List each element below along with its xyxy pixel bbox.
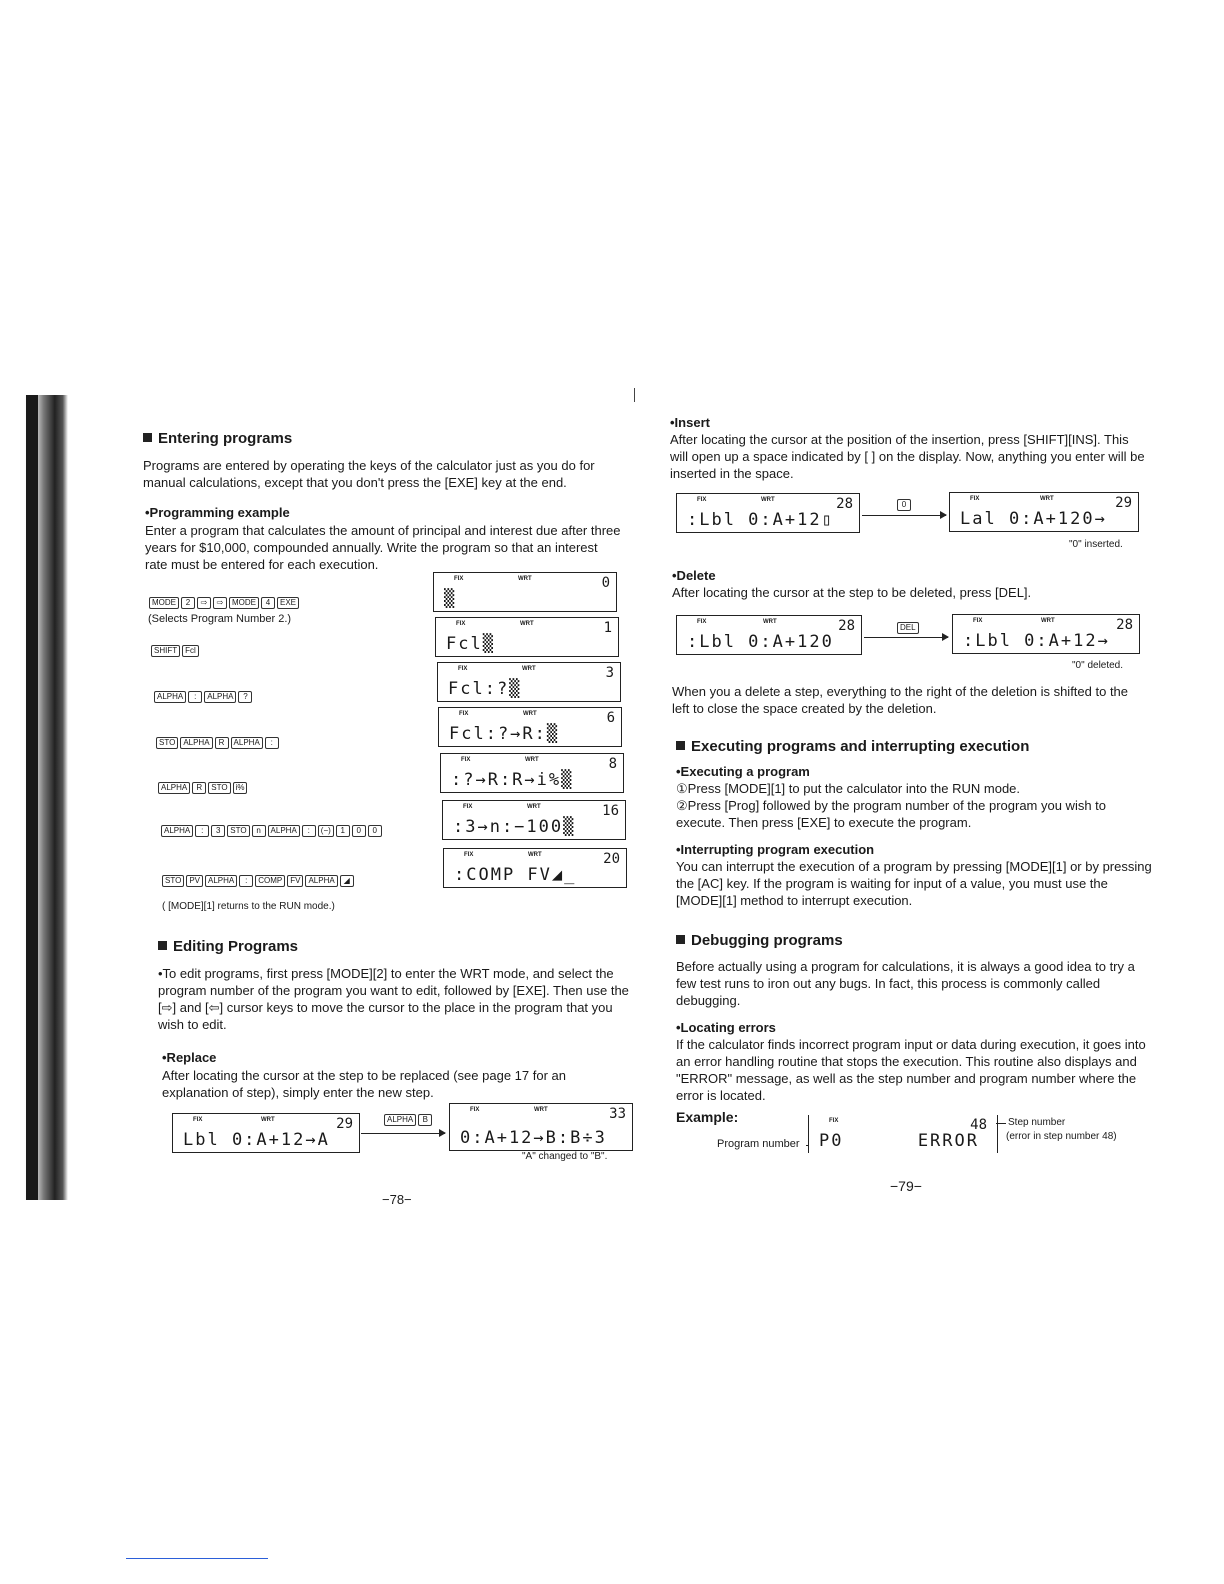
key-row: [157, 778, 248, 796]
lcd-fix-indicator: FIX: [973, 618, 983, 624]
key-button[interactable]: 3: [211, 825, 225, 837]
lcd-fix-indicator: FIX: [697, 497, 707, 503]
executing-step-1: ①Press [MODE][1] to put the calculator into the RUN mode.: [676, 781, 1021, 796]
lcd-text: :Lbl 0:A+12→: [963, 631, 1110, 651]
example-section: [145, 505, 623, 573]
executing-heading: Executing programs and interrupting execution: [676, 738, 1152, 755]
insert-lcd-before: [676, 493, 860, 533]
executing-step-2: ②Press [Prog] followed by the program number of the program you wish to execute. Then press [EXE] to execute the program.: [676, 798, 1107, 830]
square-bullet-icon: [143, 433, 152, 442]
lcd-fix-indicator: FIX: [697, 619, 707, 625]
lcd-text: Fcl:?→R:▒: [449, 724, 560, 744]
lcd-text: :?→R:R→i%▒: [451, 770, 574, 790]
key-button[interactable]: ?: [238, 691, 252, 703]
lcd-fix-indicator: FIX: [461, 757, 471, 763]
key-button[interactable]: STO: [208, 782, 230, 794]
key-row: [150, 641, 200, 659]
key-row: [155, 733, 280, 751]
lcd-wrt-indicator: WRT: [518, 576, 532, 582]
key-button[interactable]: ALPHA: [205, 875, 237, 887]
lcd-wrt-indicator: WRT: [1040, 496, 1054, 502]
key-button[interactable]: PV: [186, 875, 203, 887]
lcd-display: [433, 572, 617, 612]
key-button[interactable]: ALPHA: [158, 782, 190, 794]
key-button[interactable]: MODE: [149, 597, 179, 609]
locating-body: If the calculator finds incorrect program input or data during execution, it goes into an error handling routine that stops the execution. This routine also displays and "ERROR" message, as well as the step number and program number where the error is located.: [676, 1037, 1146, 1103]
delete-lcd-after: [952, 614, 1140, 654]
lcd-wrt-indicator: WRT: [523, 711, 537, 717]
step-number-pointer: [996, 1123, 1006, 1124]
lcd-wrt-indicator: WRT: [528, 852, 542, 858]
key-button[interactable]: B: [418, 1114, 432, 1126]
lcd-step-number: 29: [1115, 495, 1132, 511]
lcd-step-number: 1: [603, 620, 612, 636]
lcd-step-number: 6: [606, 710, 615, 726]
key-button[interactable]: :: [195, 825, 209, 837]
locating-heading: •Locating errors: [676, 1020, 776, 1035]
program-number-label: Program number: [717, 1138, 800, 1150]
interrupting-heading: •Interrupting program execution: [676, 842, 875, 857]
bottom-rule: [126, 1558, 268, 1559]
key-button[interactable]: R: [192, 782, 206, 794]
lcd-fix-indicator: FIX: [470, 1107, 480, 1113]
delete-note: "0" deleted.: [1072, 660, 1124, 671]
key-button[interactable]: 0: [352, 825, 366, 837]
lcd-fix-indicator: FIX: [464, 852, 474, 858]
page-divider-mark: [634, 388, 635, 402]
locating-section: [676, 1020, 1152, 1104]
key-button[interactable]: ALPHA: [204, 691, 236, 703]
delete-after-text: When you a delete a step, everything to the right of the deletion is shifted to the left to close the space created by the deletion.: [672, 684, 1129, 716]
delete-arrow-icon: [864, 637, 948, 638]
lcd-wrt-indicator: WRT: [525, 757, 539, 763]
lcd-display: [442, 800, 626, 840]
entering-heading: Entering programs: [143, 430, 623, 447]
run-mode-note: ( [MODE][1] returns to the RUN mode.): [162, 901, 335, 912]
lcd-display: [437, 662, 621, 702]
key-button[interactable]: EXE: [277, 597, 299, 609]
key-button[interactable]: MODE: [229, 597, 259, 609]
lcd-text: :Lbl 0:A+12▯: [687, 510, 834, 530]
lcd-wrt-indicator: WRT: [527, 804, 541, 810]
lcd-text: Lal 0:A+120→: [960, 509, 1107, 529]
example-heading: •Programming example: [145, 505, 290, 520]
lcd-fix-indicator: FIX: [463, 804, 473, 810]
key-button[interactable]: FV: [287, 875, 303, 887]
lcd-wrt-indicator: WRT: [261, 1117, 275, 1123]
key-button[interactable]: STO: [156, 737, 178, 749]
example-label: Example:: [676, 1109, 739, 1125]
lcd-text: :3→n:−100▒: [453, 817, 576, 837]
lcd-step-number: 28: [1116, 617, 1133, 633]
replace-arrow-icon: [361, 1133, 445, 1134]
error-lcd: [808, 1115, 998, 1153]
lcd-display: [438, 707, 622, 747]
lcd-wrt-indicator: WRT: [520, 621, 534, 627]
editing-body: •To edit programs, first press [MODE][2] to enter the WRT mode, and select the program number of the program you want to edit, followed by [EXE]. Then use the [⇨] and [⇦] cursor keys to move the cursor to the place in the program that you wish to edit.: [158, 966, 629, 1032]
key-button[interactable]: ALPHA: [268, 825, 300, 837]
key-row: [161, 871, 355, 889]
entering-body: Programs are entered by operating the keys of the calculator just as you do for manual calculations, except that you don't press the [EXE] key at the end.: [143, 458, 595, 490]
delete-lcd-before: [676, 615, 862, 655]
insert-lcd-after: [949, 492, 1139, 532]
delete-section: [672, 568, 1148, 601]
key-button[interactable]: n: [252, 825, 266, 837]
lcd-step-number: 28: [838, 618, 855, 634]
step-number-note: (error in step number 48): [1006, 1131, 1117, 1142]
debugging-heading: Debugging programs: [676, 932, 1152, 949]
lcd-step-number: 3: [605, 665, 614, 681]
editing-heading: Editing Programs: [158, 938, 636, 955]
lcd-fix-indicator: FIX: [454, 576, 464, 582]
interrupting-body: You can interrupt the execution of a program by pressing [MODE][1] or by pressing the [AC] key. If the program is waiting for input of a value, you must use the [MODE][1] method to interrupt execution.: [676, 859, 1152, 908]
insert-arrow-icon: [862, 515, 946, 516]
key-button[interactable]: 0: [368, 825, 382, 837]
lcd-text: Fcl:?▒: [448, 679, 522, 699]
executing-subheading: •Executing a program: [676, 764, 810, 779]
book-spine-edge: [26, 395, 38, 1200]
insert-body: After locating the cursor at the position of the insertion, press [SHIFT][INS]. This will open up a space indicated by [ ] on the display. Now, anything you enter will be inserted in the space.: [670, 432, 1145, 481]
key-row: [148, 593, 300, 625]
lcd-fix-indicator: FIX: [193, 1117, 203, 1123]
key-button[interactable]: COMP: [255, 875, 285, 887]
key-button[interactable]: ◢: [340, 875, 354, 887]
key-button[interactable]: STO: [162, 875, 184, 887]
lcd-text: Fcl▒: [446, 634, 495, 654]
key-button[interactable]: :: [239, 875, 253, 887]
lcd-fix-indicator: FIX: [829, 1118, 839, 1124]
key-button[interactable]: Fcl: [182, 645, 199, 657]
lcd-wrt-indicator: WRT: [761, 497, 775, 503]
lcd-text: :COMP FV◢_: [454, 865, 577, 885]
insert-keys: [896, 495, 912, 513]
lcd-wrt-indicator: WRT: [1041, 618, 1055, 624]
replace-section: [162, 1050, 636, 1101]
key-button[interactable]: DEL: [897, 622, 919, 634]
editing-section: [158, 938, 636, 1033]
replace-lcd-before: [172, 1113, 360, 1153]
replace-heading: •Replace: [162, 1050, 217, 1065]
key-button[interactable]: :: [265, 737, 279, 749]
entering-section: [143, 430, 623, 491]
key-button[interactable]: 0: [897, 499, 911, 511]
key-button[interactable]: i%: [233, 782, 248, 794]
lcd-wrt-indicator: WRT: [522, 666, 536, 672]
lcd-fix-indicator: FIX: [459, 711, 469, 717]
insert-note: "0" inserted.: [1069, 539, 1123, 550]
lcd-text: ▒: [444, 589, 457, 609]
replace-keys: [383, 1110, 433, 1128]
lcd-text: Lbl 0:A+12→A: [183, 1130, 330, 1150]
key-button[interactable]: ALPHA: [161, 825, 193, 837]
key-button[interactable]: 1: [336, 825, 350, 837]
lcd-display: [443, 848, 627, 888]
insert-heading: •Insert: [670, 415, 710, 430]
lcd-step-number: 8: [608, 756, 617, 772]
square-bullet-icon: [676, 741, 685, 750]
left-page-number: −78−: [382, 1192, 412, 1207]
interrupting-section: [676, 842, 1152, 909]
lcd-error-message: ERROR: [917, 1131, 979, 1151]
key-row-caption: (Selects Program Number 2.): [148, 613, 292, 625]
key-button[interactable]: SHIFT: [151, 645, 180, 657]
lcd-program-number: P0: [819, 1131, 844, 1151]
lcd-step-number: 16: [602, 803, 619, 819]
key-row: [160, 821, 383, 839]
lcd-step-number: 0: [601, 575, 610, 591]
delete-body: After locating the cursor at the step to be deleted, press [DEL].: [672, 585, 1032, 600]
debugging-section: [676, 932, 1152, 1009]
lcd-step-number: 33: [609, 1106, 626, 1122]
square-bullet-icon: [676, 935, 685, 944]
key-button[interactable]: ALPHA: [305, 875, 337, 887]
lcd-step-number: 48: [970, 1117, 987, 1133]
right-page-number: −79−: [890, 1178, 922, 1194]
insert-section: [670, 415, 1146, 482]
executing-section: [676, 738, 1152, 831]
lcd-text: :Lbl 0:A+120: [687, 632, 834, 652]
replace-note: "A" changed to "B".: [522, 1151, 608, 1162]
key-button[interactable]: (−): [318, 825, 334, 837]
key-button[interactable]: 4: [261, 597, 275, 609]
key-button[interactable]: ALPHA: [180, 737, 212, 749]
key-button[interactable]: ALPHA: [154, 691, 186, 703]
delete-heading: •Delete: [672, 568, 716, 583]
lcd-wrt-indicator: WRT: [534, 1107, 548, 1113]
lcd-step-number: 28: [836, 496, 853, 512]
lcd-fix-indicator: FIX: [458, 666, 468, 672]
key-button[interactable]: STO: [227, 825, 249, 837]
lcd-wrt-indicator: WRT: [763, 619, 777, 625]
key-button[interactable]: :: [188, 691, 202, 703]
debugging-body: Before actually using a program for calculations, it is always a good idea to try a few test runs to iron out any bugs. In fact, this process is commonly called debugging.: [676, 959, 1135, 1008]
example-body: Enter a program that calculates the amount of principal and interest due after three years for $10,000, compounded annually. Write the program so that an interest rate must be entered for each execution.: [145, 523, 621, 572]
replace-lcd-after: [449, 1103, 633, 1151]
square-bullet-icon: [158, 941, 167, 950]
lcd-display: [435, 617, 619, 657]
key-button[interactable]: 2: [181, 597, 195, 609]
step-number-label: Step number: [1008, 1117, 1066, 1128]
key-row: [153, 687, 253, 705]
key-button[interactable]: ALPHA: [231, 737, 263, 749]
lcd-display: [440, 753, 624, 793]
key-button[interactable]: ⇨: [213, 597, 227, 609]
key-button[interactable]: ALPHA: [384, 1114, 416, 1126]
replace-body: After locating the cursor at the step to be replaced (see page 17 for an explanation of step), simply enter the new step.: [162, 1068, 566, 1100]
key-button[interactable]: R: [215, 737, 229, 749]
lcd-step-number: 20: [603, 851, 620, 867]
lcd-fix-indicator: FIX: [456, 621, 466, 627]
lcd-step-number: 29: [336, 1116, 353, 1132]
lcd-fix-indicator: FIX: [970, 496, 980, 502]
key-button[interactable]: :: [302, 825, 316, 837]
key-button[interactable]: ⇨: [197, 597, 211, 609]
delete-keys: [896, 618, 920, 636]
lcd-text: 0:A+12→B:B÷3: [460, 1128, 607, 1148]
